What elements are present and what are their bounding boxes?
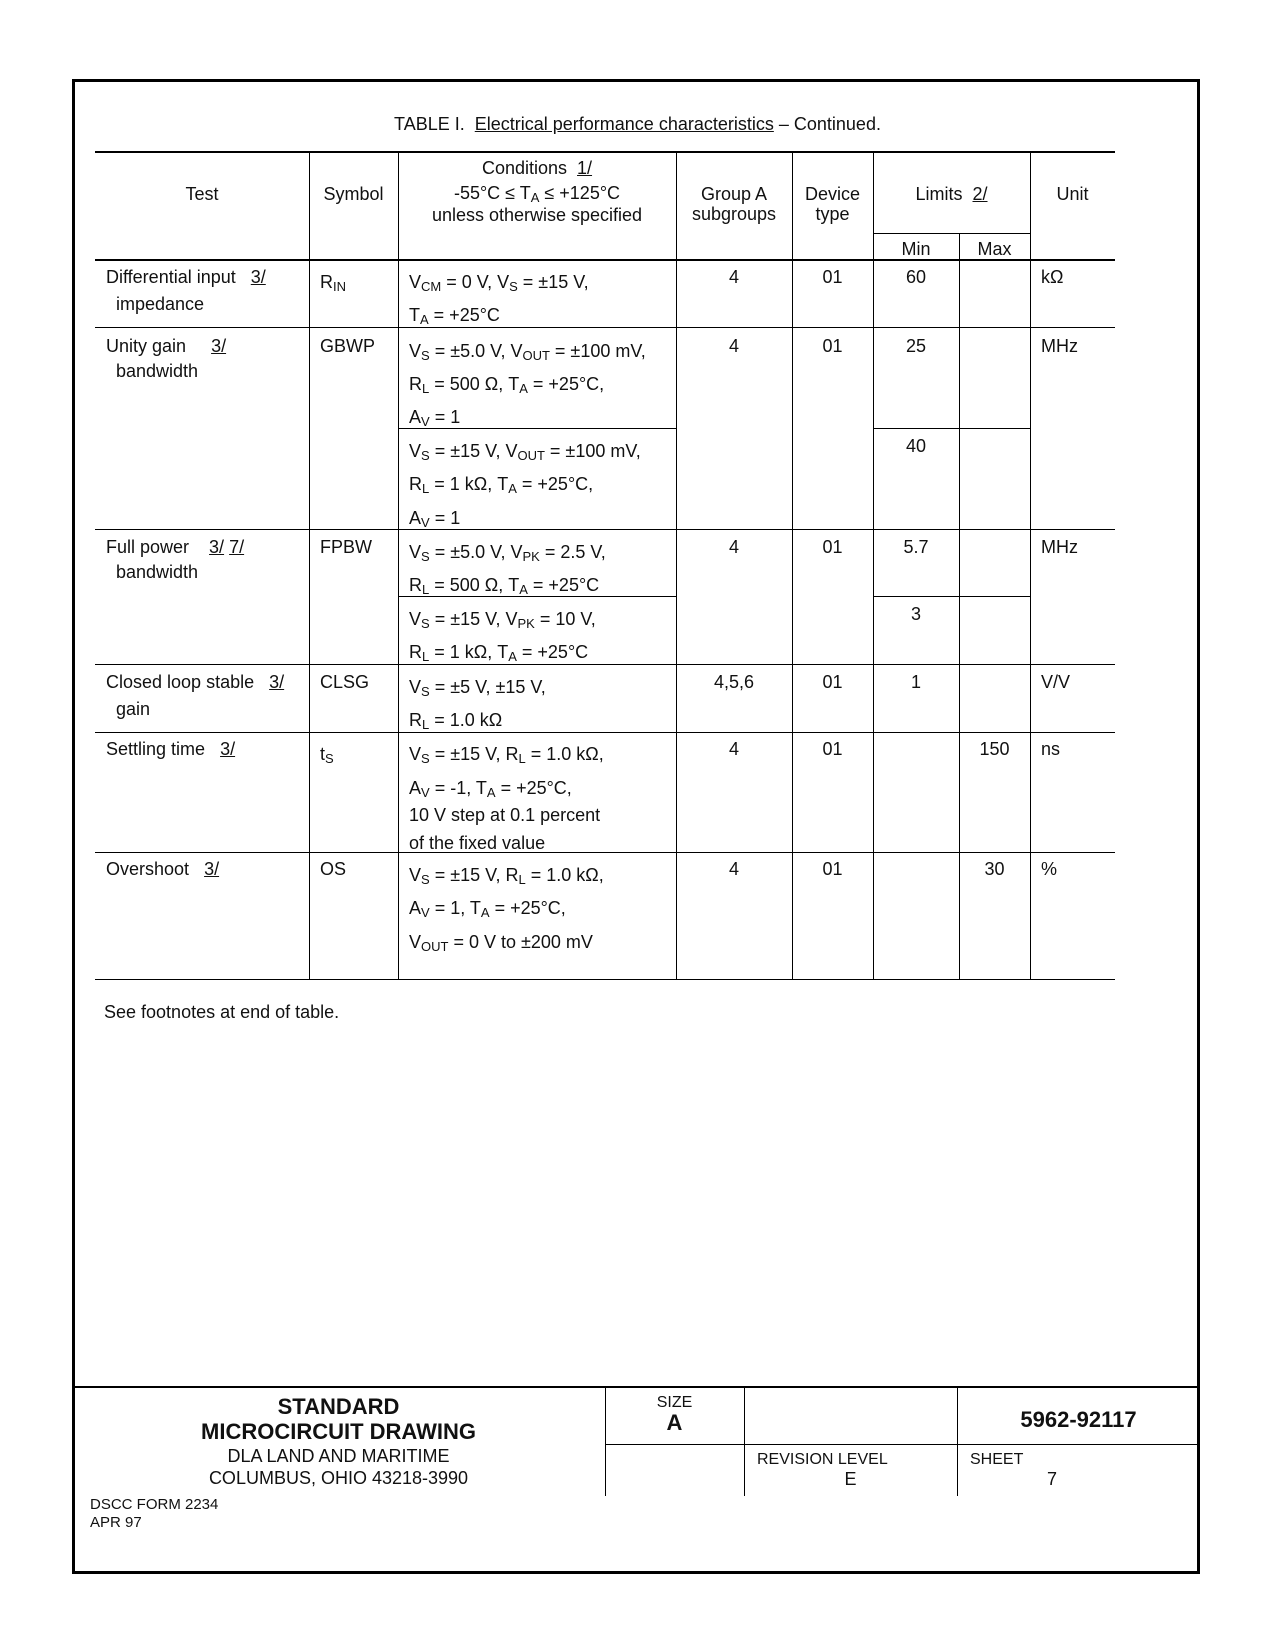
row-os-max: 30 [984,859,1005,879]
row-clsg-device: 01 [822,672,843,692]
row-fpbw-cond4: $R_L = 1$ kΩ, $T_A = +25^\circ C$ [409,642,589,664]
size-value: A [666,1410,683,1435]
row-gbwp-cond3: $A_V = 1$ [409,407,461,429]
revision-value: E [844,1469,857,1489]
row-clsg-cond: $V_S = \pm 5$ V, ±15 V, [409,677,546,699]
row-fpbw-cond3: $V_S = \pm 15$ V, $V_{PK} = 10$ V, [409,609,596,631]
row-clsg-test2: gain [116,699,151,719]
header-unit: Unit [1056,184,1089,204]
header-symbol: Symbol [323,184,384,204]
row-gbwp-device: 01 [822,336,843,356]
sheet-label: SHEET [970,1451,1024,1468]
row-ts-symbol: $t_S$ [320,744,334,766]
row-gbwp-test2: bandwidth [116,361,199,381]
row-os-cond: $V_S = \pm 15$ V, $R_L = 1.0$ kΩ, [409,865,604,887]
row-fpbw-test2: bandwidth [116,562,199,582]
row-fpbw-cond2: $R_L = 500$ Ω, $T_A = +25^\circ C$ [409,575,600,597]
org-name: DLA LAND AND MARITIME [227,1446,450,1466]
header-unless: unless otherwise specified [431,205,643,225]
header-device: Device type [804,184,861,224]
row-gbwp-min1: 25 [905,336,927,356]
header-limits: Limits 2/ [915,184,988,204]
row-rin-symbol: $R_{IN}$ [320,272,346,294]
row-clsg-group: 4,5,6 [713,672,755,692]
header-max: Max [977,239,1012,259]
row-rin-cond: $V_{CM} = 0$ V, $V_S = \pm 15$ V, [409,272,589,294]
row-os-test: Overshoot 3/ [106,859,220,879]
row-os-symbol: OS [320,859,347,879]
drawing-label: MICROCIRCUIT DRAWING [201,1419,476,1444]
header-min: Min [901,239,931,259]
size-label: SIZE [656,1394,693,1411]
row-ts-group: 4 [728,739,739,759]
row-rin-min: 60 [905,267,927,287]
row-gbwp-cond4: $V_S = \pm 15$ V, $V_{OUT} = \pm 100$ mV, [409,441,641,463]
row-os-device: 01 [822,859,843,879]
header-conditions: Conditions 1/ [481,158,593,178]
row-ts-cond3: 10 V step at 0.1 percent [409,805,601,825]
row-ts-test: Settling time 3/ [106,739,236,759]
row-ts-cond4: of the fixed value [409,833,546,853]
standard-label: STANDARD [277,1394,400,1419]
row-ts-device: 01 [822,739,843,759]
revision-label: REVISION LEVEL [757,1451,888,1468]
table-title: TABLE I. Electrical performance characteristics – Continued. [394,114,881,134]
sheet-number: 7 [1046,1469,1057,1489]
row-rin-device: 01 [822,267,843,287]
row-os-cond3: $V_{OUT} = 0$ V to ±200 mV [409,932,593,954]
row-fpbw-device: 01 [822,537,843,557]
row-rin-unit: kΩ [1041,267,1064,287]
row-gbwp-unit: MHz [1041,336,1078,356]
row-ts-cond2: $A_V = -1$, $T_A = +25^\circ C$, [409,778,572,800]
row-gbwp-group: 4 [728,336,739,356]
row-os-group: 4 [728,859,739,879]
row-os-cond2: $A_V = 1$, $T_A = +25^\circ C$, [409,898,566,920]
document-number: 5962-92117 [1020,1407,1137,1432]
row-fpbw-symbol: FPBW [320,537,372,557]
row-gbwp-cond6: $A_V = 1$ [409,508,461,530]
header-test: Test [185,184,219,204]
row-ts-unit: ns [1041,739,1061,759]
row-fpbw-unit: MHz [1041,537,1078,557]
row-rin-cond2: $T_A = +25^\circ C$ [409,305,500,327]
row-gbwp-symbol: GBWP [320,336,376,356]
row-clsg-cond2: $R_L = 1.0$ kΩ [409,710,503,732]
row-clsg-unit: V/V [1041,672,1071,692]
row-gbwp-min2: 40 [905,436,927,456]
row-rin-group: 4 [728,267,739,287]
row-gbwp-cond2: $R_L = 500$ Ω, $T_A = +25^\circ C$, [409,374,605,396]
row-clsg-test: Closed loop stable 3/ [106,672,285,692]
form-number: DSCC FORM 2234 [90,1496,219,1513]
row-ts-cond: $V_S = \pm 15$ V, $R_L = 1.0$ kΩ, [409,744,604,766]
header-temp-range: $-55^\circ C \le T_A \le +125^\circ C$ [453,183,621,205]
row-ts-max: 150 [979,739,1010,759]
row-rin-test: Differential input 3/ [106,267,266,287]
row-fpbw-min1: 5.7 [903,537,929,557]
row-gbwp-cond: $V_S = \pm 5.0$ V, $V_{OUT} = \pm 100$ mV, [409,341,646,363]
row-gbwp-test: Unity gain 3/ [106,336,227,356]
row-clsg-min: 1 [910,672,921,692]
row-os-unit: % [1041,859,1058,879]
header-group: Group A subgroups [691,184,777,224]
row-fpbw-test: Full power 3/ 7/ [106,537,245,557]
org-address: COLUMBUS, OHIO 43218-3990 [208,1468,469,1488]
row-fpbw-group: 4 [728,537,739,557]
row-fpbw-cond: $V_S = \pm 5.0$ V, $V_{PK} = 2.5$ V, [409,542,606,564]
row-fpbw-min2: 3 [910,604,921,624]
row-gbwp-cond5: $R_L = 1$ kΩ, $T_A = +25^\circ C$, [409,474,594,496]
footnote-reference: See footnotes at end of table. [104,1002,340,1022]
form-date: APR 97 [90,1514,142,1531]
row-clsg-symbol: CLSG [320,672,370,692]
row-rin-test2: impedance [116,294,205,314]
